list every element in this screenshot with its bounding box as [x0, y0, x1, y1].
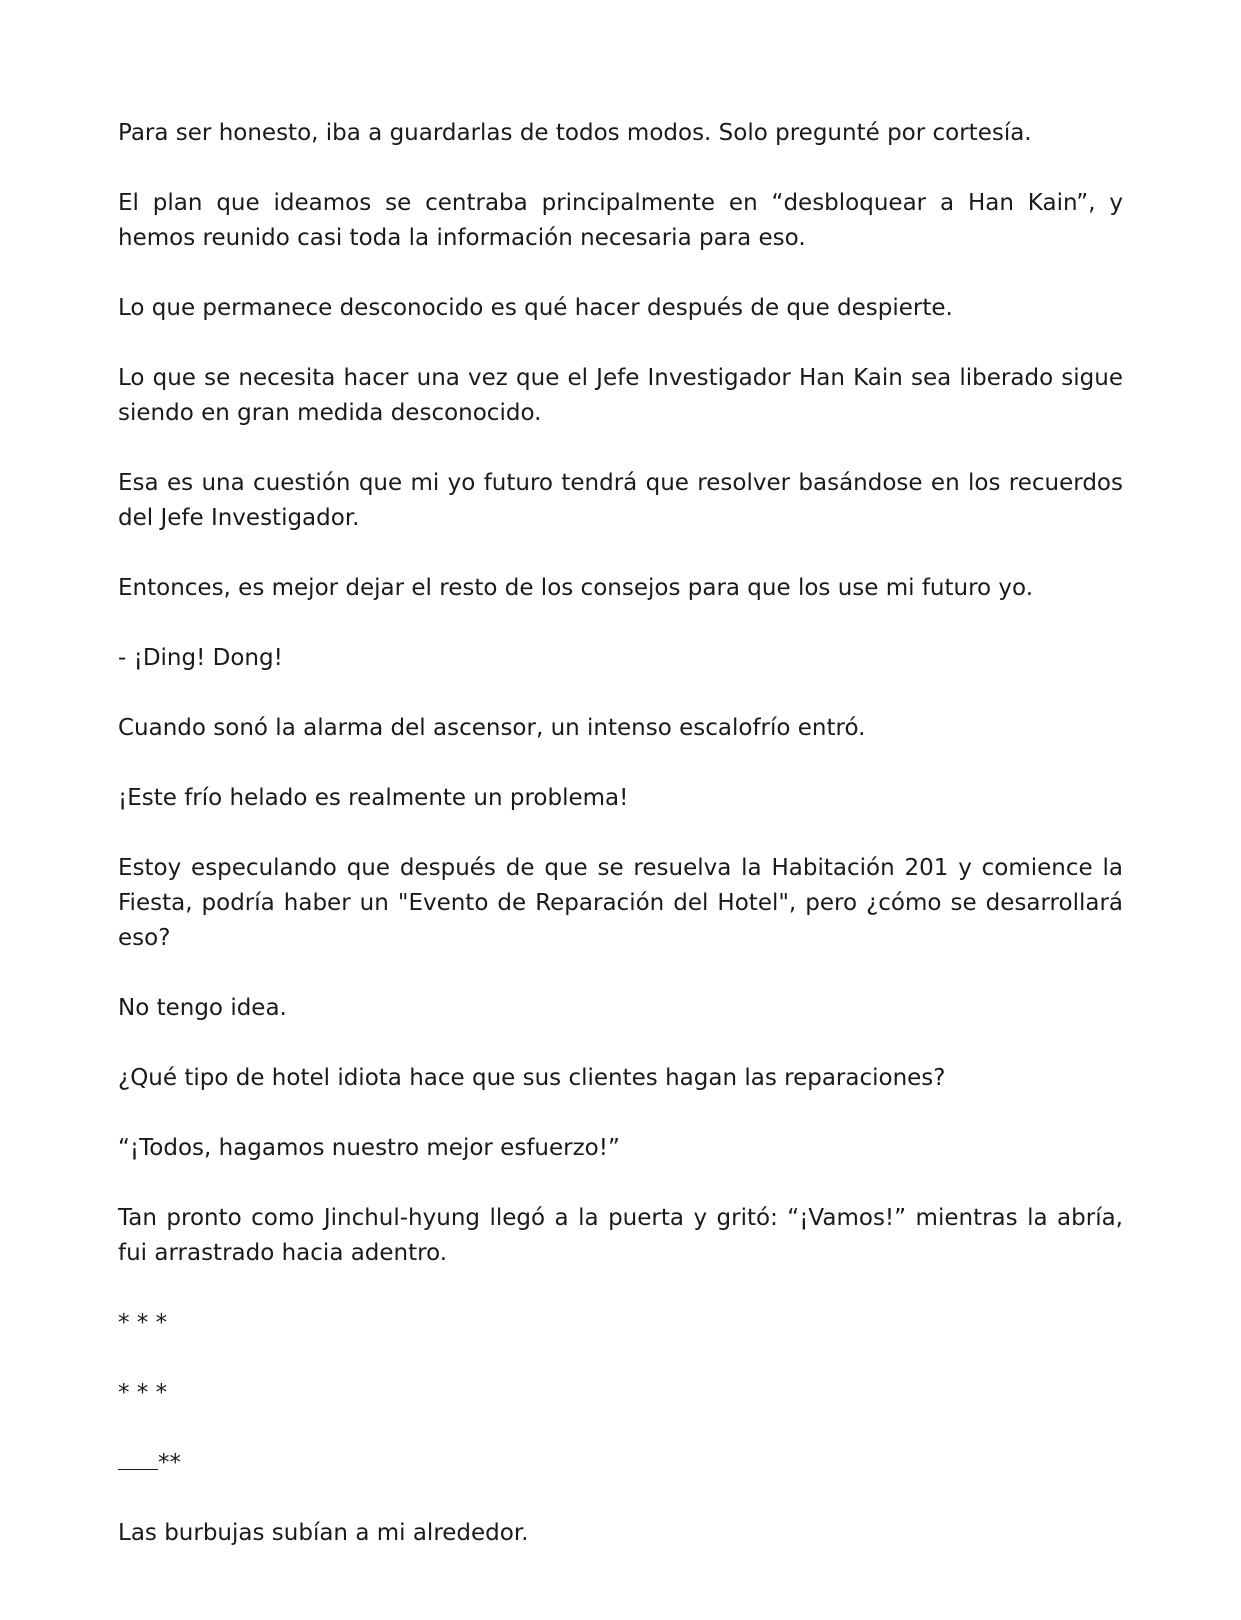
paragraph: Esa es una cuestión que mi yo futuro tendrá que resolver basándose en los recuerdos del Jefe Investigador.: [118, 470, 1123, 531]
paragraph: Tan pronto como Jinchul-hyung llegó a la puerta y gritó: “¡Vamos!” mientras la abría, fui arrastrado hacia adentro.: [118, 1205, 1123, 1266]
document-page: [118, 116, 1123, 1551]
dialogue-line: “¡Todos, hagamos nuestro mejor esfuerzo!”: [118, 1135, 620, 1161]
paragraph: ¡Este frío helado es realmente un problema!: [118, 785, 629, 811]
paragraph: El plan que ideamos se centraba principalmente en “desbloquear a Han Kain”, y hemos reunido casi toda la información necesaria para eso.: [118, 190, 1123, 251]
scene-break: * * *: [118, 1380, 168, 1406]
paragraph: Para ser honesto, iba a guardarlas de todos modos. Solo pregunté por cortesía.: [118, 120, 1032, 146]
paragraph: Entonces, es mejor dejar el resto de los consejos para que los use mi futuro yo.: [118, 575, 1034, 601]
paragraph: Estoy especulando que después de que se resuelva la Habitación 201 y comience la Fiesta, podría haber un "Evento de Reparación del Hotel", pero ¿cómo se desarrollará eso?: [118, 855, 1123, 951]
fragment-marker: **: [158, 1450, 181, 1476]
paragraph: ¿Qué tipo de hotel idiota hace que sus clientes hagan las reparaciones?: [118, 1065, 946, 1091]
closing-paragraph: Las burbujas subían a mi alrededor.: [118, 1520, 529, 1546]
fragment-line: [118, 1446, 1123, 1481]
paragraph: Lo que se necesita hacer una vez que el Jefe Investigador Han Kain sea liberado sigue siendo en gran medida desconocido.: [118, 365, 1123, 426]
underline-blank: [118, 1447, 158, 1470]
paragraph: No tengo idea.: [118, 995, 287, 1021]
paragraph: Cuando sonó la alarma del ascensor, un intenso escalofrío entró.: [118, 715, 866, 741]
scene-break: * * *: [118, 1310, 168, 1336]
paragraph: Lo que permanece desconocido es qué hacer después de que despierte.: [118, 295, 953, 321]
sound-effect-line: - ¡Ding! Dong!: [118, 645, 283, 671]
